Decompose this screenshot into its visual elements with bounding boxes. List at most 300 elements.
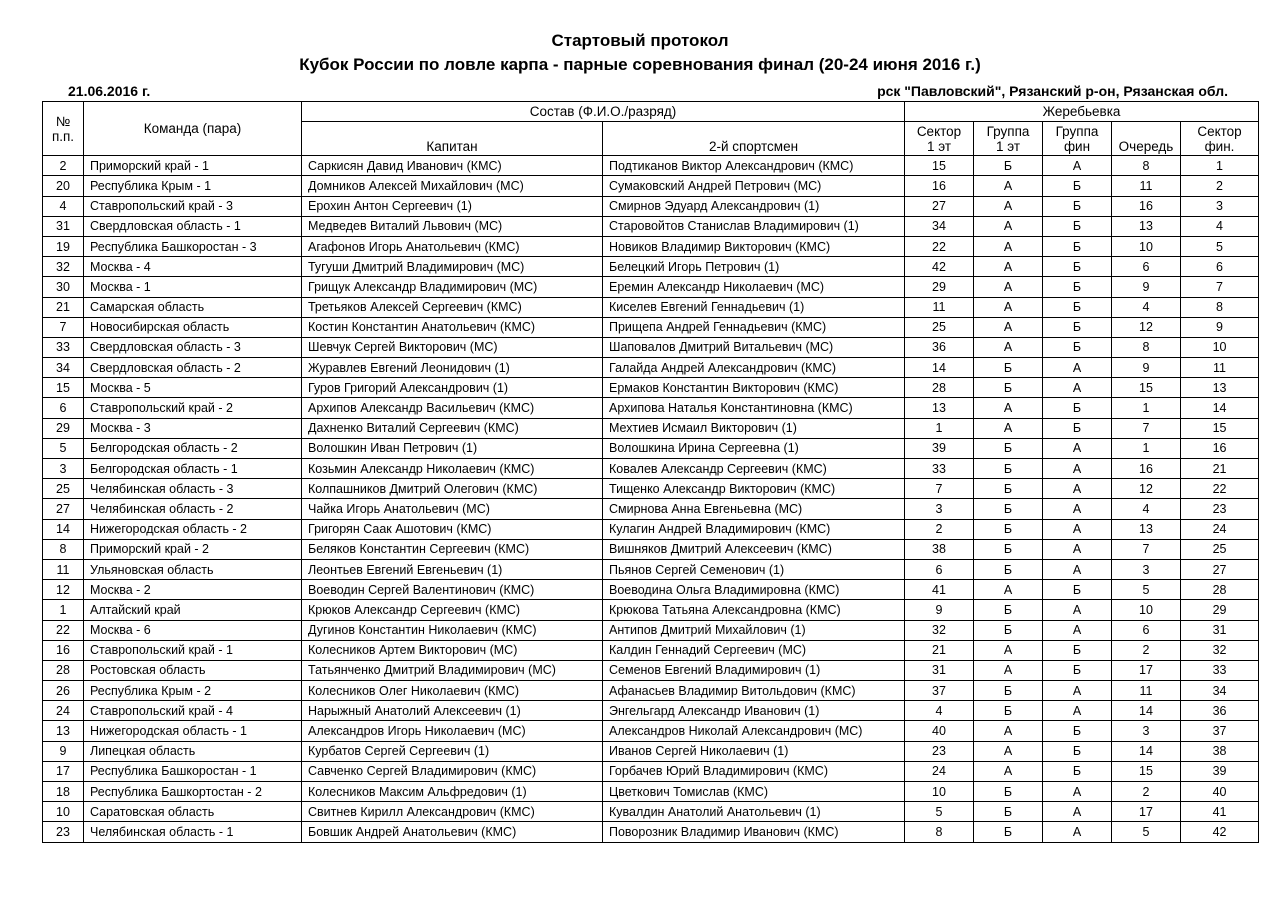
row-number: 19 [43,236,84,256]
sector-stage1: 7 [905,479,974,499]
col-number-top: № [55,113,71,129]
draw-order: 1 [1112,438,1181,458]
group-stage1: А [974,257,1043,277]
draw-order: 16 [1112,196,1181,216]
team-name: Приморский край - 2 [84,539,302,559]
captain-name: Савченко Сергей Владимирович (КМС) [302,761,603,781]
group-final: А [1043,156,1112,176]
table-row [43,459,1259,479]
sector-stage1: 39 [905,438,974,458]
team-name: Ульяновская область [84,559,302,579]
team-name: Свердловская область - 2 [84,358,302,378]
second-athlete-name: Архипова Наталья Константиновна (КМС) [603,398,905,418]
captain-name: Александров Игорь Николаевич (МС) [302,721,603,741]
table-row [43,782,1259,802]
sector-stage1: 4 [905,701,974,721]
sector-final: 28 [1181,580,1259,600]
sector-stage1: 10 [905,782,974,802]
table-row [43,196,1259,216]
row-number: 21 [43,297,84,317]
group-final: Б [1043,196,1112,216]
col-groupf-bottom: фин [1063,138,1091,154]
team-name: Ставропольский край - 3 [84,196,302,216]
team-name: Белгородская область - 2 [84,438,302,458]
team-name: Республика Крым - 2 [84,681,302,701]
sector-stage1: 34 [905,216,974,236]
table-row [43,358,1259,378]
group-final: А [1043,479,1112,499]
group-stage1: Б [974,378,1043,398]
sector-final: 32 [1181,640,1259,660]
second-athlete-name: Энгельгард Александр Иванович (1) [603,701,905,721]
group-stage1: А [974,741,1043,761]
table-row [43,701,1259,721]
group-stage1: Б [974,802,1043,822]
second-athlete-name: Горбачев Юрий Владимирович (КМС) [603,761,905,781]
group-final: А [1043,600,1112,620]
second-athlete-name: Тищенко Александр Викторович (КМС) [603,479,905,499]
second-athlete-name: Пьянов Сергей Семенович (1) [603,559,905,579]
captain-name: Леонтьев Евгений Евгеньевич (1) [302,559,603,579]
table-row [43,600,1259,620]
sector-stage1: 6 [905,559,974,579]
sector-stage1: 42 [905,257,974,277]
group-stage1: А [974,277,1043,297]
draw-order: 5 [1112,822,1181,842]
group-stage1: Б [974,499,1043,519]
group-stage1: Б [974,459,1043,479]
sector-final: 11 [1181,358,1259,378]
table-row [43,378,1259,398]
row-number: 3 [43,459,84,479]
captain-name: Журавлев Евгений Леонидович (1) [302,358,603,378]
group-final: А [1043,822,1112,842]
table-row [43,802,1259,822]
table-row [43,721,1259,741]
col-sectorf-top: Сектор [1197,123,1242,139]
sector-final: 33 [1181,660,1259,680]
team-name: Челябинская область - 2 [84,499,302,519]
sector-stage1: 23 [905,741,974,761]
group-final: Б [1043,418,1112,438]
group-final: А [1043,459,1112,479]
table-row [43,499,1259,519]
team-name: Республика Крым - 1 [84,176,302,196]
sector-final: 24 [1181,519,1259,539]
row-number: 10 [43,802,84,822]
team-name: Челябинская область - 3 [84,479,302,499]
sector-final: 41 [1181,802,1259,822]
draw-order: 14 [1112,701,1181,721]
table-row [43,681,1259,701]
col-groupf-top: Группа [1055,123,1099,139]
sector-stage1: 22 [905,236,974,256]
draw-order: 17 [1112,660,1181,680]
sector-stage1: 9 [905,600,974,620]
group-final: Б [1043,236,1112,256]
team-name: Москва - 2 [84,580,302,600]
group-stage1: А [974,721,1043,741]
second-athlete-name: Прищепа Андрей Геннадьевич (КМС) [603,317,905,337]
sector-stage1: 25 [905,317,974,337]
team-name: Челябинская область - 1 [84,822,302,842]
table-row [43,297,1259,317]
team-name: Свердловская область - 3 [84,337,302,357]
team-name: Приморский край - 1 [84,156,302,176]
second-athlete-name: Афанасьев Владимир Витольдович (КМС) [603,681,905,701]
captain-name: Крюков Александр Сергеевич (КМС) [302,600,603,620]
team-name: Свердловская область - 1 [84,216,302,236]
row-number: 34 [43,358,84,378]
captain-name: Воеводин Сергей Валентинович (КМС) [302,580,603,600]
row-number: 11 [43,559,84,579]
second-athlete-name: Иванов Сергей Николаевич (1) [603,741,905,761]
second-athlete-name: Киселев Евгений Геннадьевич (1) [603,297,905,317]
table-row [43,156,1259,176]
sector-stage1: 27 [905,196,974,216]
second-athlete-name: Смирнова Анна Евгеньевна (МС) [603,499,905,519]
row-number: 30 [43,277,84,297]
group-final: А [1043,539,1112,559]
row-number: 13 [43,721,84,741]
captain-name: Костин Константин Анатольевич (КМС) [302,317,603,337]
draw-order: 14 [1112,741,1181,761]
group-stage1: А [974,216,1043,236]
table-row [43,559,1259,579]
group-final: Б [1043,337,1112,357]
sector-final: 22 [1181,479,1259,499]
group-stage1: Б [974,358,1043,378]
row-number: 15 [43,378,84,398]
draw-order: 9 [1112,358,1181,378]
group-final: Б [1043,277,1112,297]
row-number: 24 [43,701,84,721]
col-team-header: Команда (пара) [84,102,302,156]
draw-order: 13 [1112,519,1181,539]
team-name: Ставропольский край - 2 [84,398,302,418]
second-athlete-name: Старовойтов Станислав Владимирович (1) [603,216,905,236]
row-number: 6 [43,398,84,418]
table-row [43,479,1259,499]
draw-order: 17 [1112,802,1181,822]
group-stage1: Б [974,620,1043,640]
sector-final: 27 [1181,559,1259,579]
team-name: Москва - 4 [84,257,302,277]
row-number: 14 [43,519,84,539]
group-stage1: Б [974,681,1043,701]
team-name: Республика Башкоростан - 1 [84,761,302,781]
group-final: А [1043,802,1112,822]
sector-final: 6 [1181,257,1259,277]
captain-name: Агафонов Игорь Анатольевич (КМС) [302,236,603,256]
captain-name: Домников Алексей Михайлович (МС) [302,176,603,196]
col-number-header [43,102,84,156]
second-athlete-name: Воеводина Ольга Владимировна (КМС) [603,580,905,600]
team-name: Новосибирская область [84,317,302,337]
group-stage1: Б [974,600,1043,620]
col-sector1-bottom: 1 эт [926,138,952,154]
sector-stage1: 36 [905,337,974,357]
table-row [43,216,1259,236]
team-name: Республика Башкоростан - 3 [84,236,302,256]
group-final: Б [1043,721,1112,741]
captain-name: Татьянченко Дмитрий Владимирович (МС) [302,660,603,680]
team-name: Саратовская область [84,802,302,822]
draw-order: 9 [1112,277,1181,297]
draw-order: 1 [1112,398,1181,418]
table-row [43,337,1259,357]
table-row [43,620,1259,640]
group-stage1: А [974,640,1043,660]
sector-stage1: 24 [905,761,974,781]
group-stage1: А [974,297,1043,317]
group-stage1: Б [974,519,1043,539]
team-name: Нижегородская область - 2 [84,519,302,539]
team-name: Алтайский край [84,600,302,620]
group-final: Б [1043,741,1112,761]
group-stage1: Б [974,479,1043,499]
group-final: Б [1043,761,1112,781]
row-number: 7 [43,317,84,337]
table-row [43,398,1259,418]
team-name: Нижегородская область - 1 [84,721,302,741]
captain-name: Колесников Артем Викторович (МС) [302,640,603,660]
draw-order: 6 [1112,620,1181,640]
sector-stage1: 32 [905,620,974,640]
team-name: Республика Башкортостан - 2 [84,782,302,802]
row-number: 20 [43,176,84,196]
team-name: Москва - 5 [84,378,302,398]
team-name: Москва - 1 [84,277,302,297]
sector-final: 29 [1181,600,1259,620]
second-athlete-name: Смирнов Эдуард Александрович (1) [603,196,905,216]
row-number: 29 [43,418,84,438]
sector-stage1: 16 [905,176,974,196]
table-row [43,176,1259,196]
sector-final: 13 [1181,378,1259,398]
group-stage1: А [974,398,1043,418]
group-stage1: Б [974,701,1043,721]
group-stage1: Б [974,438,1043,458]
start-protocol-table [42,101,1259,843]
sector-final: 25 [1181,539,1259,559]
captain-name: Тугуши Дмитрий Владимирович (МС) [302,257,603,277]
col-composition-header: Состав (Ф.И.О./разряд) [302,102,905,122]
team-name: Москва - 6 [84,620,302,640]
captain-name: Колесников Олег Николаевич (КМС) [302,681,603,701]
group-final: Б [1043,297,1112,317]
col-captain-header: Капитан [302,122,603,156]
draw-order: 15 [1112,378,1181,398]
row-number: 25 [43,479,84,499]
group-final: А [1043,620,1112,640]
captain-name: Третьяков Алексей Сергеевич (КМС) [302,297,603,317]
second-athlete-name: Шаповалов Дмитрий Витальевич (МС) [603,337,905,357]
sector-final: 5 [1181,236,1259,256]
sector-final: 3 [1181,196,1259,216]
col-second-header: 2-й спортсмен [603,122,905,156]
draw-order: 4 [1112,297,1181,317]
col-groupf-header [1043,122,1112,156]
row-number: 27 [43,499,84,519]
col-sectorf-bottom: фин. [1204,138,1235,154]
sector-final: 39 [1181,761,1259,781]
draw-order: 2 [1112,782,1181,802]
sector-final: 36 [1181,701,1259,721]
sector-stage1: 8 [905,822,974,842]
group-final: Б [1043,176,1112,196]
sector-stage1: 28 [905,378,974,398]
group-final: А [1043,378,1112,398]
row-number: 32 [43,257,84,277]
group-final: А [1043,519,1112,539]
row-number: 1 [43,600,84,620]
draw-order: 16 [1112,459,1181,479]
col-draw-header: Жеребьевка [905,102,1259,122]
draw-order: 10 [1112,600,1181,620]
group-stage1: Б [974,156,1043,176]
captain-name: Нарыжный Анатолий Алексеевич (1) [302,701,603,721]
row-number: 16 [43,640,84,660]
sector-stage1: 29 [905,277,974,297]
second-athlete-name: Антипов Дмитрий Михайлович (1) [603,620,905,640]
row-number: 26 [43,681,84,701]
col-sector1-top: Сектор [916,123,962,139]
sector-final: 38 [1181,741,1259,761]
draw-order: 4 [1112,499,1181,519]
second-athlete-name: Галайда Андрей Александрович (КМС) [603,358,905,378]
group-stage1: А [974,337,1043,357]
draw-order: 3 [1112,721,1181,741]
team-name: Ставропольский край - 1 [84,640,302,660]
draw-order: 8 [1112,337,1181,357]
table-row [43,236,1259,256]
table-row [43,822,1259,842]
captain-name: Беляков Константин Сергеевич (КМС) [302,539,603,559]
captain-name: Шевчук Сергей Викторович (МС) [302,337,603,357]
team-name: Ростовская область [84,660,302,680]
team-name: Липецкая область [84,741,302,761]
table-row [43,438,1259,458]
second-athlete-name: Семенов Евгений Владимирович (1) [603,660,905,680]
table-row [43,741,1259,761]
captain-name: Бовшик Андрей Анатольевич (КМС) [302,822,603,842]
captain-name: Волошкин Иван Петрович (1) [302,438,603,458]
draw-order: 11 [1112,176,1181,196]
group-final: А [1043,681,1112,701]
team-name: Самарская область [84,297,302,317]
sector-stage1: 31 [905,660,974,680]
table-row [43,580,1259,600]
row-number: 5 [43,438,84,458]
col-group1-bottom: 1 эт [995,138,1021,154]
second-athlete-name: Поворозник Владимир Иванович (КМС) [603,822,905,842]
team-name: Ставропольский край - 4 [84,701,302,721]
sector-final: 34 [1181,681,1259,701]
captain-name: Свитнев Кирилл Александрович (КМС) [302,802,603,822]
sector-stage1: 37 [905,681,974,701]
captain-name: Гуров Григорий Александрович (1) [302,378,603,398]
captain-name: Дахненко Виталий Сергеевич (КМС) [302,418,603,438]
second-athlete-name: Волошкина Ирина Сергеевна (1) [603,438,905,458]
group-stage1: А [974,761,1043,781]
draw-order: 7 [1112,418,1181,438]
group-final: А [1043,358,1112,378]
draw-order: 12 [1112,479,1181,499]
group-final: А [1043,701,1112,721]
captain-name: Медведев Виталий Львович (МС) [302,216,603,236]
table-row [43,761,1259,781]
group-final: А [1043,782,1112,802]
group-stage1: А [974,660,1043,680]
draw-order: 2 [1112,640,1181,660]
group-final: Б [1043,580,1112,600]
row-number: 9 [43,741,84,761]
table-row [43,317,1259,337]
sector-final: 8 [1181,297,1259,317]
sector-final: 1 [1181,156,1259,176]
group-stage1: А [974,418,1043,438]
sector-stage1: 13 [905,398,974,418]
draw-order: 7 [1112,539,1181,559]
table-body [43,156,1259,842]
row-number: 18 [43,782,84,802]
group-stage1: Б [974,782,1043,802]
second-athlete-name: Калдин Геннадий Сергеевич (МС) [603,640,905,660]
sector-stage1: 11 [905,297,974,317]
draw-order: 15 [1112,761,1181,781]
group-stage1: А [974,317,1043,337]
second-athlete-name: Вишняков Дмитрий Алексеевич (КМС) [603,539,905,559]
captain-name: Чайка Игорь Анатольевич (МС) [302,499,603,519]
sector-final: 14 [1181,398,1259,418]
second-athlete-name: Ермаков Константин Викторович (КМС) [603,378,905,398]
captain-name: Курбатов Сергей Сергеевич (1) [302,741,603,761]
second-athlete-name: Новиков Владимир Викторович (КМС) [603,236,905,256]
sector-final: 21 [1181,459,1259,479]
group-final: А [1043,559,1112,579]
draw-order: 3 [1112,559,1181,579]
col-number-bottom: п.п. [51,128,75,144]
draw-order: 8 [1112,156,1181,176]
group-final: Б [1043,317,1112,337]
table-row [43,418,1259,438]
group-final: Б [1043,660,1112,680]
sector-stage1: 41 [905,580,974,600]
sector-final: 15 [1181,418,1259,438]
group-stage1: А [974,236,1043,256]
group-final: Б [1043,398,1112,418]
sector-stage1: 3 [905,499,974,519]
captain-name: Колесников Максим Альфредович (1) [302,782,603,802]
sector-final: 42 [1181,822,1259,842]
draw-order: 5 [1112,580,1181,600]
captain-name: Архипов Александр Васильевич (КМС) [302,398,603,418]
table-row [43,539,1259,559]
team-name: Белгородская область - 1 [84,459,302,479]
table-row [43,257,1259,277]
sector-stage1: 33 [905,459,974,479]
sector-stage1: 38 [905,539,974,559]
row-number: 31 [43,216,84,236]
col-order-header: Очередь [1112,122,1181,156]
second-athlete-name: Еремин Александр Николаевич (МС) [603,277,905,297]
second-athlete-name: Белецкий Игорь Петрович (1) [603,257,905,277]
col-group1-top: Группа [986,123,1030,139]
row-number: 33 [43,337,84,357]
sector-stage1: 15 [905,156,974,176]
draw-order: 6 [1112,257,1181,277]
